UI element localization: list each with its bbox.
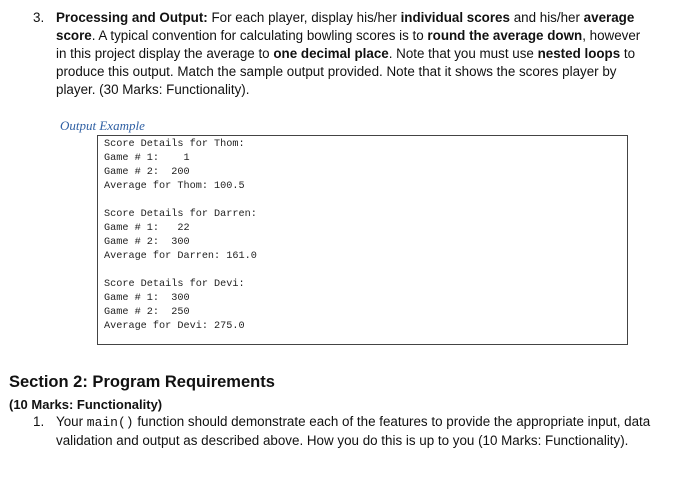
output-example-caption: Output Example <box>60 118 145 133</box>
requirement-text <box>56 413 653 450</box>
console-line <box>104 194 627 208</box>
bold-run: one decimal place <box>273 46 389 61</box>
requirement-item-1 <box>33 413 653 450</box>
console-line: Game # 1: 300 <box>104 293 190 304</box>
console-line: Score Details for Darren: <box>104 209 257 220</box>
console-line: Average for Thom: 100.5 <box>104 181 245 192</box>
text-run: . Note that you must use <box>388 46 538 61</box>
console-line: Score Details for Thom: <box>104 139 245 150</box>
item-heading: Processing and Output: <box>56 10 208 25</box>
text-run: For each player, display his/her <box>207 10 401 25</box>
bold-run: individual scores <box>400 10 510 25</box>
text-run: , however in this project display the average to <box>56 28 641 61</box>
console-line: Average for Devi: 275.0 <box>104 321 245 332</box>
console-line: Game # 1: 22 <box>104 223 190 234</box>
console-line: Game # 1: 1 <box>104 153 190 164</box>
text-run: to produce this output. Match the sample output provided. Note that it shows the scores player by player. (30 Marks: Functionality). <box>56 46 636 97</box>
bold-run: round the average down <box>427 28 583 43</box>
item-number: 3. <box>33 10 45 25</box>
section-subtitle: (10 Marks: Functionality) <box>9 397 163 412</box>
item-text <box>56 9 653 99</box>
text-run: and his/her <box>509 10 584 25</box>
console-line: Game # 2: 300 <box>104 237 190 248</box>
console-line <box>104 264 627 278</box>
console-line: Game # 2: 250 <box>104 307 190 318</box>
bold-run: average score <box>56 10 635 43</box>
text-run: . A typical convention for calculating bowling scores is to <box>91 28 428 43</box>
output-example-console <box>97 135 628 345</box>
instruction-item-3 <box>33 9 653 99</box>
code-main: main() <box>86 415 134 430</box>
requirement-number: 1. <box>33 414 45 429</box>
bold-run: nested loops <box>537 46 621 61</box>
text-run: Your <box>56 414 87 429</box>
console-line: Average for Darren: 161.0 <box>104 251 257 262</box>
console-line: Game # 2: 200 <box>104 167 190 178</box>
section-title: Section 2: Program Requirements <box>9 373 275 391</box>
console-line: Score Details for Devi: <box>104 279 245 290</box>
text-run: function should demonstrate each of the features to provide the appropriate input, data validation and output as described above. How you do this is up to you (10 Marks: Functionality). <box>56 414 651 448</box>
